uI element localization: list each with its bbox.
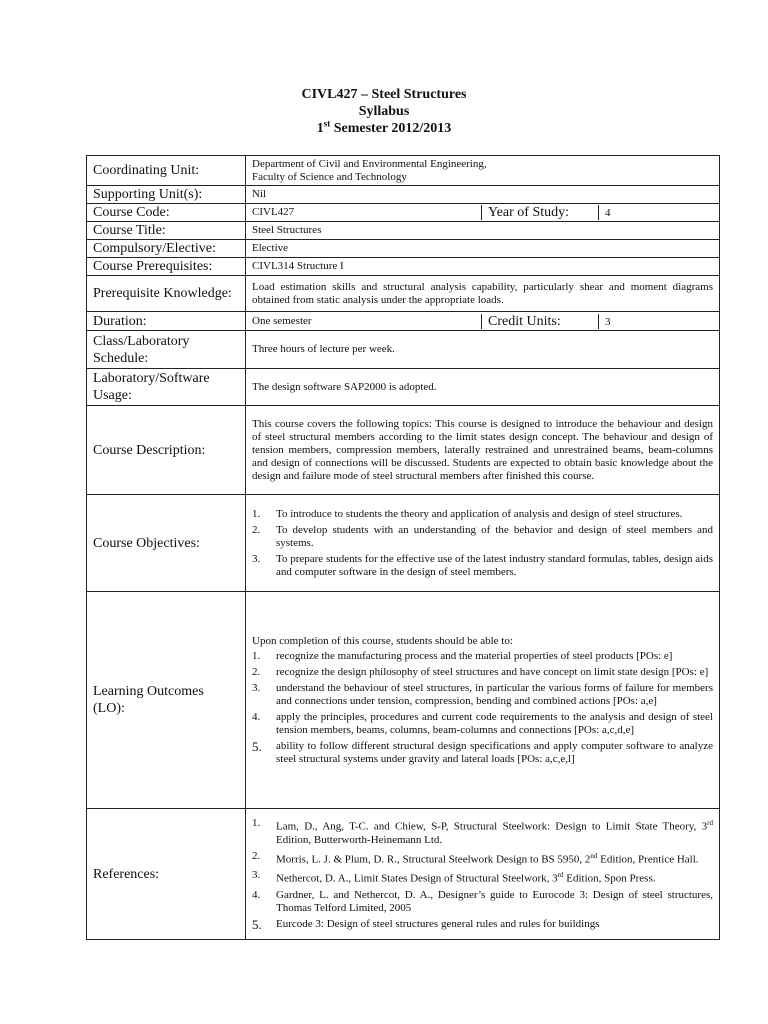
credit-units-label: Credit Units:: [481, 314, 598, 329]
course-title-heading: CIVL427 – Steel Structures: [301, 87, 467, 102]
coordinating-unit-label: Coordinating Unit:: [87, 156, 246, 186]
duration-value: One semester: [252, 314, 312, 327]
references-label: References:: [87, 809, 246, 940]
list-item: 2. recognize the design philosophy of steel structures and have concept on limit state design [POs: e]: [252, 665, 709, 678]
schedule-value: Three hours of lecture per week.: [246, 331, 720, 369]
course-description-value: This course covers the following topics: This course is designed to introduce the behaviour and design of steel structural members according to the limit states design concept. The behaviour and design of tension members, compression members, laterally restrained and unrestrained beams, beam-columns and design of connections will be discussed. Students are expected to obtain basic knowledge about the design and failure mode of steel structural members after finished this course.: [246, 406, 720, 495]
list-item: 1. recognize the manufacturing process and the material properties of steel products [POs: e]: [252, 649, 673, 662]
prerequisites-value: CIVL314 Structure I: [246, 258, 720, 276]
outcomes-list: [252, 650, 713, 766]
list-item: 3. Nethercot, D. A., Limit States Design of Structural Steelwork, 3rd Edition, Spon Press.: [252, 869, 656, 885]
prerequisite-knowledge-value: Load estimation skills and structural analysis capability, particularly shear and moment diagrams obtained from static analysis under the appropriate loads.: [246, 276, 720, 312]
row-duration: [87, 312, 720, 331]
coordinating-unit-line2: Faculty of Science and Technology: [252, 170, 407, 183]
prerequisites-label: Course Prerequisites:: [87, 258, 246, 276]
row-course-objectives: [87, 495, 720, 592]
coordinating-unit-value: [246, 156, 720, 186]
row-course-code: [87, 204, 720, 222]
compulsory-elective-label: Compulsory/Elective:: [87, 240, 246, 258]
software-usage-value: The design software SAP2000 is adopted.: [246, 369, 720, 406]
row-prerequisites: [87, 258, 720, 276]
course-code-label: Course Code:: [87, 204, 246, 222]
supporting-units-value: Nil: [246, 186, 720, 204]
row-software-usage: [87, 369, 720, 406]
schedule-label: Class/Laboratory Schedule:: [87, 331, 246, 369]
year-of-study-label: Year of Study:: [481, 205, 598, 220]
row-supporting-units: [87, 186, 720, 204]
document-header: [0, 86, 768, 137]
row-coordinating-unit: [87, 156, 720, 186]
semester-heading: [0, 120, 768, 137]
software-usage-label: Laboratory/Software Usage:: [87, 369, 246, 406]
row-compulsory-elective: [87, 240, 720, 258]
supporting-units-label: Supporting Unit(s):: [87, 186, 246, 204]
list-item: 4. apply the principles, procedures and current code requirements to the analysis and design of steel tension members, beams, columns, beam-columns and connections [POs: a,c,d,e]: [252, 710, 713, 736]
prerequisite-knowledge-label: Prerequisite Knowledge:: [87, 276, 246, 312]
row-prerequisite-knowledge: [87, 276, 720, 312]
semester-text: Semester 2012/2013: [330, 121, 452, 136]
list-item: 4. Gardner, L. and Nethercot, D. A., Designer’s guide to Eurocode 3: Design of steel structures, Thomas Telford Limited, 2005: [252, 888, 713, 914]
objectives-list: [252, 508, 713, 579]
syllabus-heading: Syllabus: [358, 104, 410, 119]
compulsory-elective-value: Elective: [246, 240, 720, 258]
row-learning-outcomes: [87, 592, 720, 809]
outcomes-intro: Upon completion of this course, students should be able to:: [252, 634, 513, 647]
list-item: 1. Lam, D., Ang, T-C. and Chiew, S-P, Structural Steelwork: Design to Limit State Theory, 3rd Edition, Butterworth-Heinemann Ltd.: [252, 817, 713, 846]
credit-units-value: 3: [598, 314, 719, 329]
learning-outcomes-label: Learning Outcomes (LO):: [87, 592, 246, 809]
course-title-value: Steel Structures: [246, 222, 720, 240]
row-references: [87, 809, 720, 940]
course-objectives-label: Course Objectives:: [87, 495, 246, 592]
row-course-title: [87, 222, 720, 240]
list-item: 2. Morris, L. J. & Plum, D. R., Structural Steelwork Design to BS 5950, 2nd Edition, Prentice Hall.: [252, 849, 699, 866]
list-item: 5. Eurcode 3: Design of steel structures general rules and rules for buildings: [252, 916, 600, 932]
list-item: 5. ability to follow different structural design specifications and apply computer software to analyze steel structural systems under gravity and lateral loads [POs: a,c,e,l]: [252, 738, 713, 765]
course-code-value: CIVL427: [252, 206, 295, 218]
course-description-label: Course Description:: [87, 406, 246, 495]
year-of-study-value: 4: [598, 205, 719, 220]
list-item: 1. To introduce to students the theory and application of analysis and design of steel structures.: [252, 507, 683, 520]
row-course-description: [87, 406, 720, 495]
references-list: [252, 817, 713, 931]
syllabus-table: [86, 155, 720, 940]
row-schedule: [87, 331, 720, 369]
coordinating-unit-line1: Department of Civil and Environmental Engineering,: [252, 157, 487, 170]
list-item: 3. To prepare students for the effective use of the latest industry standard formulas, tables, design aids and computer software in the design of steel members.: [252, 552, 713, 578]
list-item: 3. understand the behaviour of steel structures, in particular the various forms of failure for members and connections under tension, compression, bending and combined actions [POs: a,e]: [252, 681, 713, 707]
list-item: 2. To develop students with an understanding of the behavior and design of steel members and systems.: [252, 523, 713, 549]
duration-label: Duration:: [87, 312, 246, 331]
semester-ordinal-suffix: st: [323, 118, 331, 129]
course-title-label: Course Title:: [87, 222, 246, 240]
semester-ordinal: 1: [316, 121, 324, 136]
